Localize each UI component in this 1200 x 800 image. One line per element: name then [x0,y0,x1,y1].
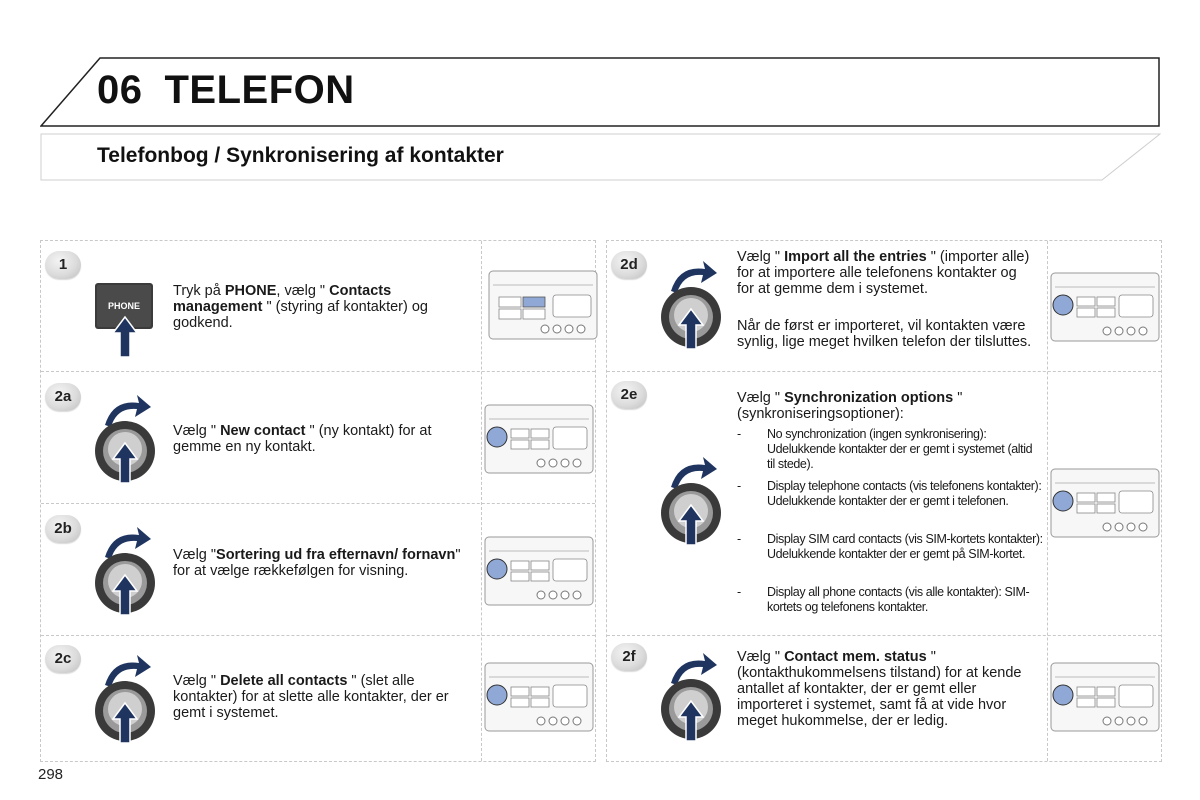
step-badge-2c: 2c [45,645,81,673]
step-2c-text: Vælg " Delete all contacts " (slet alle kontakter) for at slette alle kontakter, der er gemt i systemet. [173,673,449,721]
rotary-knob-icon [91,389,163,487]
radio-panel-illustration [1049,465,1161,541]
right-steps-panel [606,240,1162,762]
radio-panel-illustration [1049,269,1161,345]
rotary-knob-icon [91,649,163,747]
sync-options-list [737,427,1043,627]
chapter-name: TELEFON [164,68,355,112]
step-2d-note: Når de først er importeret, vil kontakten være synlig, lige meget hvilken telefon der tilsluttes. [737,318,1032,350]
rotary-knob-icon [657,647,729,745]
chapter-number: 06 [97,68,143,112]
step-2b-text: Vælg "Sortering ud fra efternavn/ fornavn" for at vælge rækkefølgen for visning. [173,547,461,579]
step-badge-2b: 2b [45,515,81,543]
radio-panel-illustration [483,659,595,735]
rotary-knob-icon [657,255,729,353]
step-2e-text: Vælg " Synchronization options " (synkroniseringsoptioner): [737,390,963,422]
step-2a-text: Vælg " New contact " (ny kontakt) for at gemme en ny kontakt. [173,423,432,455]
chapter-title [97,68,355,113]
step-badge-2f: 2f [611,643,647,671]
radio-panel-illustration [487,267,599,343]
radio-panel-illustration [483,401,595,477]
section-title: Telefonbog / Synkronisering af kontakter [97,144,504,167]
step-badge-1: 1 [45,251,81,279]
left-steps-panel [40,240,596,762]
page-number: 298 [38,766,64,783]
step-badge-2d: 2d [611,251,647,279]
step-2f-text: Vælg " Contact mem. status " (kontakthukommelsens tilstand) for at kende antallet af kontakter, der er gemt eller importeret i systemet, samt få at vide hvor meget hukommelse, der er ledig. [737,649,1022,729]
phone-button-label: PHONE [107,301,141,311]
radio-panel-illustration [483,533,595,609]
rotary-knob-icon [91,521,163,619]
sync-option: - Display SIM card contacts (vis SIM-kortets kontakter): Udelukkende kontakter der er gemt på SIM-kortet. [737,532,1043,561]
sync-option: - No synchronization (ingen synkronisering): Udelukkende kontakter der er gemt i systemet (altid til stede). [737,427,1033,471]
rotary-knob-icon [657,451,729,549]
phone-button-icon [93,281,157,361]
radio-panel-illustration [1049,659,1161,735]
step-1-text: Tryk på PHONE, vælg " Contacts management " (styring af kontakter) og godkend. [173,283,428,331]
step-badge-2e: 2e [611,381,647,409]
sync-option: - Display all phone contacts (vis alle kontakter): SIM-kortets og telefonens kontakter. [737,585,1030,614]
step-badge-2a: 2a [45,383,81,411]
step-2d-text: Vælg " Import all the entries " (importer alle) for at importere alle telefonens kontakter og for at gemme dem i systemet. [737,249,1030,297]
sync-option: - Display telephone contacts (vis telefonens kontakter): Udelukkende kontakter der er gemt i telefonen. [737,479,1042,508]
